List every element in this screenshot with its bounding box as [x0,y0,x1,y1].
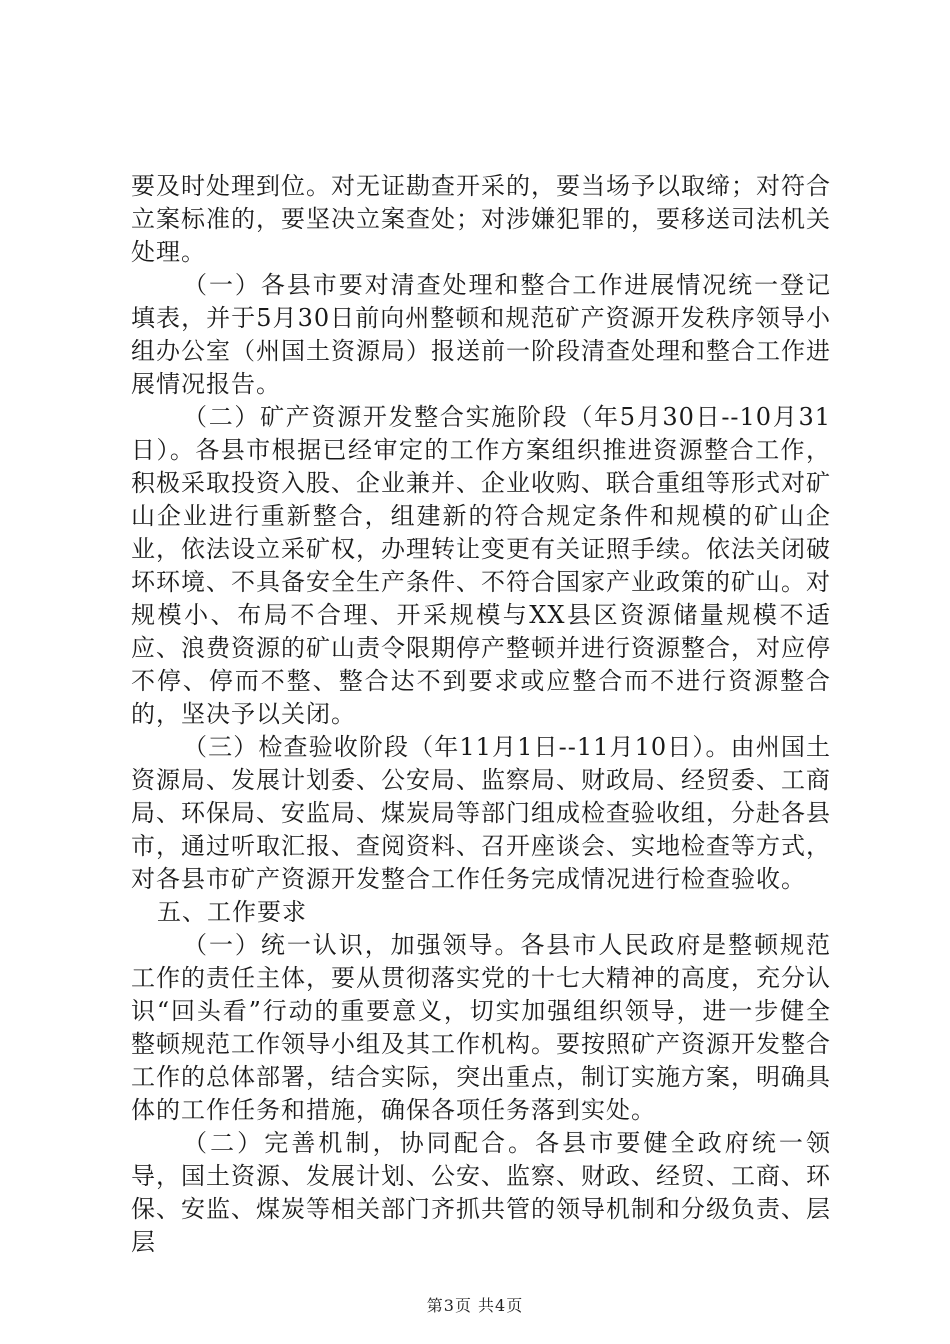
paragraph-item-2: （二）矿产资源开发整合实施阶段（年5月30日--10月31日）。各县市根据已经审定的工作方案组织推进资源整合工作，积极采取投资入股、企业兼并、企业收购、联合重组等形式对矿山企业进行重新整合，组建新的符合规定条件和规模的矿山企业，依法设立采矿权，办理转让变更有关证照手续。依法关闭破坏环境、不具备安全生产条件、不符合国家产业政策的矿山。对规模小、布局不合理、开采规模与XX县区资源储量规模不适应、浪费资源的矿山责令限期停产整顿并进行资源整合，对应停不停、停而不整、整合达不到要求或应整合而不进行资源整合的，坚决予以关闭。 [131,403,831,728]
paragraph-item-1: （一）各县市要对清查处理和整合工作进展情况统一登记填表，并于5月30日前向州整顿和规范矿产资源开发秩序领导小组办公室（州国土资源局）报送前一阶段清查处理和整合工作进展情况报告。 [131,271,831,398]
paragraph-continuation: 要及时处理到位。对无证勘查开采的，要当场予以取缔；对符合立案标准的，要坚决立案查处；对涉嫌犯罪的，要移送司法机关处理。 [131,172,831,266]
paragraph-item-3: （三）检查验收阶段（年11月1日--11月10日）。由州国土资源局、发展计划委、公安局、监察局、财政局、经贸委、工商局、环保局、安监局、煤炭局等部门组成检查验收组，分赴各县市，通过听取汇报、查阅资料、召开座谈会、实地检查等方式，对各县市矿产资源开发整合工作任务完成情况进行检查验收。 [131,733,831,893]
section-heading: 五、工作要求 [157,898,307,926]
paragraph-requirement-1: （一）统一认识，加强领导。各县市人民政府是整顿规范工作的责任主体，要从贯彻落实党的十七大精神的高度，充分认识“回头看”行动的重要意义，切实加强组织领导，进一步健全整顿规范工作领导小组及其工作机构。要按照矿产资源开发整合工作的总体部署，结合实际，突出重点，制订实施方案，明确具体的工作任务和措施，确保各项任务落到实处。 [131,931,831,1124]
document-body [131,170,831,1259]
page-footer: 第3页 共4页 [426,1296,524,1315]
paragraph-requirement-2: （二）完善机制，协同配合。各县市要健全政府统一领导，国土资源、发展计划、公安、监察、财政、经贸、工商、环保、安监、煤炭等相关部门齐抓共管的领导机制和分级负责、层层 [131,1129,831,1256]
